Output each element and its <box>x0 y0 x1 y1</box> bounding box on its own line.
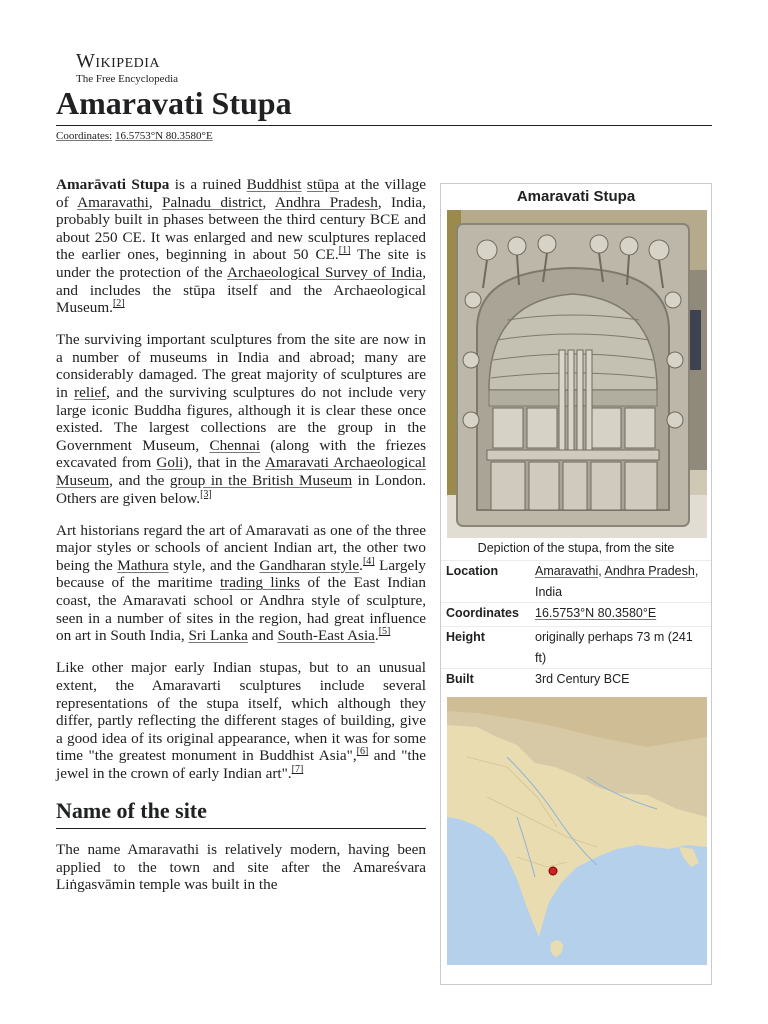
infobox <box>440 183 712 985</box>
location-label: Location <box>446 564 499 578</box>
infobox-row-built <box>441 668 711 693</box>
coordinates-link[interactable]: 16.5753°N 80.3580°E <box>114 130 213 142</box>
infobox-row-coordinates <box>441 602 711 627</box>
coordinates-row-label: Coordinates <box>446 606 519 620</box>
ref-6[interactable]: [6] <box>356 746 369 758</box>
infobox-title: Amaravati Stupa <box>516 188 636 205</box>
link-location-andhra[interactable]: Andhra Pradesh <box>604 564 695 578</box>
infobox-row-location <box>441 560 711 603</box>
location-map[interactable] <box>447 697 707 965</box>
paragraph-4: Like other major early Indian stupas, but to an unusual extent, the Amaravarti sculptures include several representations of the stupa itself, which although they differ, partly reflecting the different stages of building, give a good idea of its original appearance, when it was for some time "the greatest monument in Buddhist Asia",[6] and "the jewel in the crown of early Indian art".[7] <box>56 659 426 782</box>
link-amaravati-museum[interactable]: Amaravati Archaeological Museum <box>56 454 426 489</box>
coordinates-line <box>56 129 213 143</box>
link-location-amaravathi[interactable]: Amaravathi <box>535 564 599 578</box>
wikipedia-logo[interactable] <box>76 50 236 85</box>
title-divider <box>56 125 712 126</box>
image-caption: Depiction of the stupa, from the site <box>477 541 675 555</box>
link-asi[interactable]: Archaeological Survey of India <box>227 263 423 281</box>
link-british-museum-group[interactable]: group in the British Museum <box>169 472 353 489</box>
location-marker <box>549 867 557 875</box>
logo-tagline: The Free Encyclopedia <box>76 73 179 85</box>
ref-3[interactable]: [3] <box>200 488 212 500</box>
link-sea[interactable]: South-East Asia <box>277 627 375 645</box>
location-sep: , <box>598 564 605 578</box>
link-andhra[interactable]: Andhra Pradesh <box>274 193 378 211</box>
ref-1[interactable]: [1] <box>338 245 351 257</box>
built-value: 3rd Century BCE <box>535 672 630 686</box>
link-relief[interactable]: relief <box>74 384 107 402</box>
height-label: Height <box>446 630 485 644</box>
link-amaravathi[interactable]: Amaravathi <box>77 193 149 211</box>
link-sri-lanka[interactable]: Sri Lanka <box>188 627 248 645</box>
paragraph-2: The surviving important sculptures from the site are now in a number of museums in India and abroad; many are considerably damaged. The great majority of sculptures are in relief, and the surviving sculptures do not include very large iconic Buddha figures, although it is clear these once existed. The largest collections are the group in the Government Museum, Chennai (along with the friezes excavated from Goli), that in the Amaravati Archaeological Museum, and the group in the British Museum in London. Others are given below.[3] <box>56 331 427 507</box>
link-trading[interactable]: trading links <box>219 574 300 592</box>
logo-wordmark: Wikipedia <box>76 50 161 72</box>
ref-2[interactable]: [2] <box>112 298 125 310</box>
location-map-svg <box>447 697 707 965</box>
link-gandharan[interactable]: Gandharan style <box>259 556 360 574</box>
link-palnadu[interactable]: Palnadu district <box>162 193 263 211</box>
location-country: , India <box>535 564 699 599</box>
link-stupa[interactable]: stūpa <box>306 176 339 193</box>
ref-4[interactable]: [4] <box>362 555 375 567</box>
ref-5[interactable]: [5] <box>378 626 391 638</box>
paragraph-1: Amarāvati Stupa is a ruined Buddhist stūpa at the village of Amaravathi, Palnadu district, Andhra Pradesh, India, probably built in phases between the third century BCE and about 250 CE. It was enlarged and new sculptures replaced the earlier ones, beginning in about 50 CE.[1] The site is under the protection of the Archaeological Survey of India, and includes the stūpa itself and the Archaeological Museum.[2] <box>56 176 427 317</box>
height-value: originally perhaps 73 m (241 ft) <box>535 630 693 665</box>
stupa-relief-svg <box>447 210 707 538</box>
coordinates-row-value[interactable]: 16.5753°N 80.3580°E <box>535 606 657 620</box>
coordinates-label: Coordinates: <box>56 130 113 142</box>
article-body <box>56 176 426 908</box>
paragraph-3: Art historians regard the art of Amaravati as one of the three major styles or schools of ancient Indian art, the other two being the Mathura style, and the Gandharan style.[4] Largely because of the maritime trading links of the East Indian coast, the Amaravati school or Andhra style of sculpture, seen in a number of sites in the region, had great influence on art in South India, Sri Lanka and South-East Asia.[5] <box>56 521 427 645</box>
built-label: Built <box>446 672 474 686</box>
link-goli[interactable]: Goli <box>156 454 184 472</box>
link-buddhist[interactable]: Buddhist <box>246 176 302 193</box>
page-title: Amaravati Stupa <box>56 85 292 121</box>
infobox-row-height <box>441 626 711 669</box>
location-value <box>535 561 707 603</box>
paragraph-5: The name Amaravathi is relatively modern, having been applied to the town and site after the Amareśvara Liṅgasvāmin temple was built in the <box>56 841 426 894</box>
stupa-relief-image[interactable] <box>447 210 707 538</box>
link-chennai[interactable]: Chennai <box>209 436 261 454</box>
ref-7[interactable]: [7] <box>291 763 304 775</box>
bold-title: Amarāvati Stupa <box>56 176 170 193</box>
link-mathura[interactable]: Mathura <box>117 556 169 574</box>
section-heading: Name of the site <box>56 797 426 829</box>
